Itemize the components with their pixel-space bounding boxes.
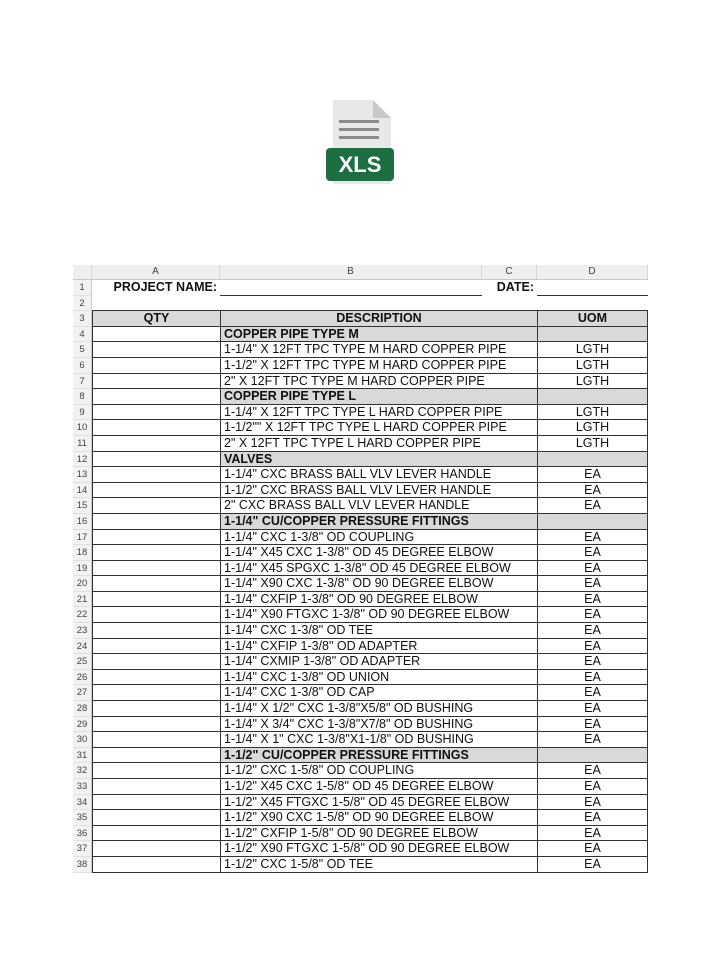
description-cell[interactable]: 2" X 12FT TPC TYPE M HARD COPPER PIPE (220, 374, 537, 390)
table-row (73, 467, 648, 483)
row-number[interactable]: 27 (73, 685, 92, 701)
description-cell[interactable]: 1-1/4" X 1/2" CXC 1-3/8"X5/8" OD BUSHING (220, 701, 537, 717)
blank-row (92, 296, 648, 312)
table-row (73, 732, 648, 748)
uom-cell[interactable]: EA (537, 545, 648, 561)
section-header-row (73, 452, 648, 468)
row-number[interactable]: 33 (73, 779, 92, 795)
description-cell[interactable]: 1-1/4" CXC BRASS BALL VLV LEVER HANDLE (220, 467, 537, 483)
qty-cell[interactable] (92, 592, 220, 608)
table-row (73, 826, 648, 842)
uom-cell[interactable]: EA (537, 607, 648, 623)
row-number[interactable]: 9 (73, 405, 92, 421)
qty-cell[interactable] (92, 576, 220, 592)
section-title[interactable]: COPPER PIPE TYPE L (220, 389, 537, 405)
uom-header: UOM (537, 311, 648, 327)
row-number[interactable]: 3 (73, 311, 92, 327)
description-cell[interactable]: 1-1/4" CXC 1-3/8" OD UNION (220, 670, 537, 686)
table-row (73, 717, 648, 733)
qty-cell[interactable] (92, 639, 220, 655)
row-number[interactable]: 6 (73, 358, 92, 374)
description-cell[interactable]: 1-1/4" X 3/4" CXC 1-3/8"X7/8" OD BUSHING (220, 717, 537, 733)
row-number[interactable]: 36 (73, 826, 92, 842)
row-number[interactable]: 37 (73, 841, 92, 857)
uom-cell[interactable]: EA (537, 530, 648, 546)
row-number[interactable]: 32 (73, 763, 92, 779)
row-number[interactable]: 30 (73, 732, 92, 748)
description-cell[interactable]: 1-1/4" CXFIP 1-3/8" OD 90 DEGREE ELBOW (220, 592, 537, 608)
row-number[interactable]: 29 (73, 717, 92, 733)
qty-cell[interactable] (92, 763, 220, 779)
row-number[interactable]: 20 (73, 576, 92, 592)
date-label: DATE: (496, 280, 534, 294)
uom-cell[interactable]: LGTH (537, 436, 648, 452)
row-number[interactable]: 10 (73, 420, 92, 436)
qty-cell[interactable] (92, 795, 220, 811)
uom-cell[interactable]: EA (537, 717, 648, 733)
item-rows (73, 327, 648, 873)
uom-cell[interactable]: EA (537, 623, 648, 639)
section-header-row (73, 389, 648, 405)
uom-cell[interactable]: LGTH (537, 358, 648, 374)
description-cell[interactable]: 1-1/4" CXC 1-3/8" OD TEE (220, 623, 537, 639)
uom-cell[interactable]: EA (537, 701, 648, 717)
section-header-row (73, 748, 648, 764)
section-header-row (73, 514, 648, 530)
description-cell[interactable]: 1-1/4" X45 SPGXC 1-3/8" OD 45 DEGREE ELBOW (220, 561, 537, 577)
row-number[interactable]: 7 (73, 374, 92, 390)
qty-header: QTY (92, 311, 220, 327)
uom-cell[interactable]: EA (537, 483, 648, 499)
qty-cell[interactable] (92, 654, 220, 670)
section-title[interactable]: 1-1/2" CU/COPPER PRESSURE FITTINGS (220, 748, 537, 764)
qty-cell[interactable] (92, 701, 220, 717)
table-row (73, 436, 648, 452)
sheet-row-2 (73, 296, 648, 312)
row-number[interactable]: 8 (73, 389, 92, 405)
qty-cell[interactable] (92, 623, 220, 639)
table-row (73, 810, 648, 826)
row-number[interactable]: 22 (73, 607, 92, 623)
qty-cell[interactable] (92, 607, 220, 623)
uom-cell[interactable] (537, 389, 648, 405)
qty-cell[interactable] (92, 358, 220, 374)
description-cell[interactable]: 1-1/2"" X 12FT TPC TYPE L HARD COPPER PIPE (220, 420, 537, 436)
qty-cell[interactable] (92, 841, 220, 857)
row-number[interactable]: 38 (73, 857, 92, 873)
table-row (73, 420, 648, 436)
description-cell[interactable]: 1-1/2" CXC BRASS BALL VLV LEVER HANDLE (220, 483, 537, 499)
row-number[interactable]: 25 (73, 654, 92, 670)
table-row (73, 374, 648, 390)
table-row (73, 670, 648, 686)
row-number[interactable]: 31 (73, 748, 92, 764)
section-title[interactable]: COPPER PIPE TYPE M (220, 327, 537, 343)
qty-cell[interactable] (92, 545, 220, 561)
uom-cell[interactable]: EA (537, 779, 648, 795)
table-row (73, 592, 648, 608)
xls-file-icon (325, 98, 395, 188)
row-number[interactable]: 34 (73, 795, 92, 811)
uom-cell[interactable]: EA (537, 670, 648, 686)
uom-cell[interactable] (537, 748, 648, 764)
table-row (73, 545, 648, 561)
qty-cell[interactable] (92, 483, 220, 499)
uom-cell[interactable]: EA (537, 498, 648, 514)
row-number[interactable]: 17 (73, 530, 92, 546)
uom-cell[interactable]: EA (537, 732, 648, 748)
description-cell[interactable]: 1-1/2" CXC 1-5/8" OD TEE (220, 857, 537, 873)
uom-cell[interactable]: EA (537, 576, 648, 592)
row-number[interactable]: 12 (73, 452, 92, 468)
description-cell[interactable]: 1-1/4" CXC 1-3/8" OD COUPLING (220, 530, 537, 546)
row-number[interactable]: 26 (73, 670, 92, 686)
qty-cell[interactable] (92, 748, 220, 764)
qty-cell[interactable] (92, 467, 220, 483)
sheet-row-1 (73, 280, 648, 296)
description-cell[interactable]: 1-1/4" X 12FT TPC TYPE L HARD COPPER PIPE (220, 405, 537, 421)
row-number[interactable]: 24 (73, 639, 92, 655)
uom-cell[interactable]: LGTH (537, 405, 648, 421)
select-all-corner[interactable] (73, 265, 92, 279)
description-cell[interactable]: 1-1/4" CXMIP 1-3/8" OD ADAPTER (220, 654, 537, 670)
description-cell[interactable]: 1-1/4" X90 FTGXC 1-3/8" OD 90 DEGREE ELBOW (220, 607, 537, 623)
uom-cell[interactable]: EA (537, 857, 648, 873)
table-row (73, 701, 648, 717)
description-cell[interactable]: 1-1/2" X45 CXC 1-5/8" OD 45 DEGREE ELBOW (220, 779, 537, 795)
qty-cell[interactable] (92, 717, 220, 733)
uom-cell[interactable]: LGTH (537, 342, 648, 358)
row-number[interactable]: 18 (73, 545, 92, 561)
row-number[interactable]: 15 (73, 498, 92, 514)
uom-cell[interactable]: EA (537, 795, 648, 811)
qty-cell[interactable] (92, 732, 220, 748)
uom-cell[interactable]: EA (537, 654, 648, 670)
description-cell[interactable]: 2" CXC BRASS BALL VLV LEVER HANDLE (220, 498, 537, 514)
uom-cell[interactable]: EA (537, 467, 648, 483)
description-cell[interactable]: 1-1/4" X 1" CXC 1-3/8"X1-1/8" OD BUSHING (220, 732, 537, 748)
qty-cell[interactable] (92, 452, 220, 468)
description-cell[interactable]: 1-1/4" X45 CXC 1-3/8" OD 45 DEGREE ELBOW (220, 545, 537, 561)
uom-cell[interactable]: EA (537, 826, 648, 842)
qty-cell[interactable] (92, 779, 220, 795)
column-header-row (73, 265, 648, 280)
qty-cell[interactable] (92, 436, 220, 452)
qty-cell[interactable] (92, 685, 220, 701)
table-row (73, 654, 648, 670)
row-number[interactable]: 2 (73, 296, 92, 312)
description-cell[interactable]: 1-1/2" X90 FTGXC 1-5/8" OD 90 DEGREE ELBOW (220, 841, 537, 857)
table-row (73, 841, 648, 857)
description-cell[interactable]: 1-1/4" CXC 1-3/8" OD CAP (220, 685, 537, 701)
row-number[interactable]: 11 (73, 436, 92, 452)
uom-cell[interactable] (537, 514, 648, 530)
table-row (73, 779, 648, 795)
qty-cell[interactable] (92, 514, 220, 530)
description-cell[interactable]: 1-1/2" X45 FTGXC 1-5/8" OD 45 DEGREE ELBOW (220, 795, 537, 811)
uom-cell[interactable]: EA (537, 592, 648, 608)
project-name-field[interactable] (220, 280, 482, 296)
qty-cell[interactable] (92, 810, 220, 826)
table-row (73, 623, 648, 639)
table-row (73, 405, 648, 421)
table-row (73, 358, 648, 374)
uom-cell[interactable] (537, 327, 648, 343)
description-header: DESCRIPTION (220, 311, 537, 327)
table-row (73, 342, 648, 358)
row-number[interactable]: 14 (73, 483, 92, 499)
uom-cell[interactable]: EA (537, 763, 648, 779)
qty-cell[interactable] (92, 374, 220, 390)
uom-cell[interactable] (537, 452, 648, 468)
section-title[interactable]: 1-1/4" CU/COPPER PRESSURE FITTINGS (220, 514, 537, 530)
table-row (73, 530, 648, 546)
uom-cell[interactable]: LGTH (537, 420, 648, 436)
description-cell[interactable]: 1-1/2" CXC 1-5/8" OD COUPLING (220, 763, 537, 779)
qty-cell[interactable] (92, 670, 220, 686)
table-row (73, 685, 648, 701)
row-number[interactable]: 23 (73, 623, 92, 639)
row-number[interactable]: 35 (73, 810, 92, 826)
spreadsheet (73, 265, 648, 873)
uom-cell[interactable]: EA (537, 841, 648, 857)
qty-cell[interactable] (92, 857, 220, 873)
table-row (73, 607, 648, 623)
xls-label: XLS (338, 152, 382, 177)
uom-cell[interactable]: EA (537, 561, 648, 577)
row-number[interactable]: 5 (73, 342, 92, 358)
row-number[interactable]: 4 (73, 327, 92, 343)
uom-cell[interactable]: EA (537, 639, 648, 655)
column-header-c[interactable]: C (482, 265, 537, 279)
description-cell[interactable]: 1-1/2" X 12FT TPC TYPE M HARD COPPER PIPE (220, 358, 537, 374)
row-number[interactable]: 19 (73, 561, 92, 577)
table-row (73, 498, 648, 514)
table-row (73, 639, 648, 655)
table-row (73, 857, 648, 873)
row-number[interactable]: 13 (73, 467, 92, 483)
qty-cell[interactable] (92, 342, 220, 358)
project-name-label: PROJECT NAME: (113, 280, 217, 294)
qty-cell[interactable] (92, 826, 220, 842)
uom-cell[interactable]: LGTH (537, 374, 648, 390)
table-row (73, 763, 648, 779)
table-row (73, 576, 648, 592)
description-cell[interactable]: 2" X 12FT TPC TYPE L HARD COPPER PIPE (220, 436, 537, 452)
qty-cell[interactable] (92, 420, 220, 436)
description-cell[interactable]: 1-1/2" X90 CXC 1-5/8" OD 90 DEGREE ELBOW (220, 810, 537, 826)
description-cell[interactable]: 1-1/4" CXFIP 1-3/8" OD ADAPTER (220, 639, 537, 655)
column-header-a[interactable]: A (92, 265, 220, 279)
table-header-row (73, 311, 648, 327)
table-row (73, 483, 648, 499)
qty-cell[interactable] (92, 389, 220, 405)
description-cell[interactable]: 1-1/4" X90 CXC 1-3/8" OD 90 DEGREE ELBOW (220, 576, 537, 592)
row-number[interactable]: 28 (73, 701, 92, 717)
date-field[interactable] (537, 280, 648, 296)
qty-cell[interactable] (92, 498, 220, 514)
column-header-b[interactable]: B (220, 265, 482, 279)
table-row (73, 561, 648, 577)
uom-cell[interactable]: EA (537, 810, 648, 826)
description-cell[interactable]: 1-1/2" CXFIP 1-5/8" OD 90 DEGREE ELBOW (220, 826, 537, 842)
uom-cell[interactable]: EA (537, 685, 648, 701)
qty-cell[interactable] (92, 561, 220, 577)
qty-cell[interactable] (92, 327, 220, 343)
qty-cell[interactable] (92, 530, 220, 546)
section-header-row (73, 327, 648, 343)
qty-cell[interactable] (92, 405, 220, 421)
row-number[interactable]: 1 (73, 280, 92, 296)
row-number[interactable]: 21 (73, 592, 92, 608)
description-cell[interactable]: 1-1/4" X 12FT TPC TYPE M HARD COPPER PIPE (220, 342, 537, 358)
section-title[interactable]: VALVES (220, 452, 537, 468)
row-number[interactable]: 16 (73, 514, 92, 530)
column-header-d[interactable]: D (537, 265, 648, 279)
table-row (73, 795, 648, 811)
